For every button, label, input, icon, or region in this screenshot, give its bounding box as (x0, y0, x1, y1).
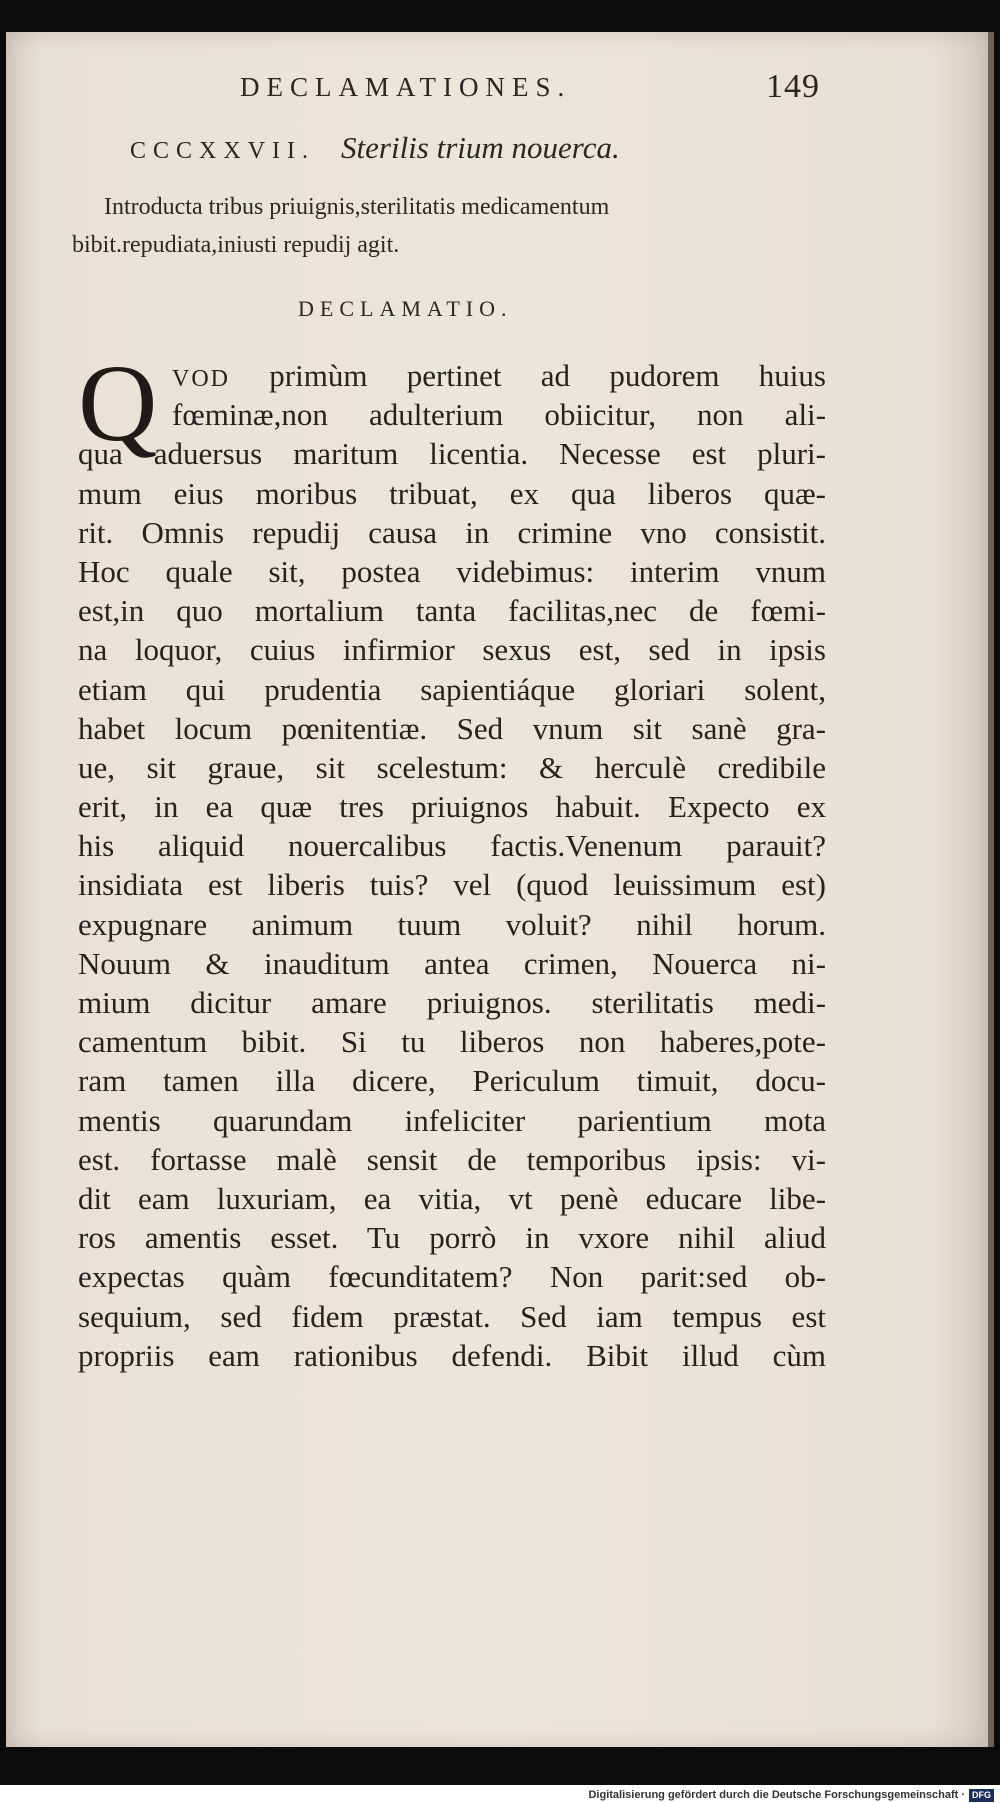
text-line: mentis quarundam infeliciter parientium mota (78, 1102, 826, 1138)
text-line: Nouum & inauditum antea crimen, Nouerca ni- (78, 945, 826, 981)
text-line: rit. Omnis repudij causa in crimine vno consistit. (78, 514, 826, 550)
text-line: est. fortasse malè sensit de temporibus ipsis: vi- (78, 1141, 826, 1177)
declamation-title (130, 130, 850, 170)
text-line: erit, in ea quæ tres priuignos habuit. Expecto ex (78, 789, 826, 825)
page-edge (988, 32, 994, 1747)
text-line: ros amentis esset. Tu porrò in vxore nihil aliud (78, 1220, 826, 1256)
argument-text: Introducta tribus priuignis,sterilitatis medicamentum bibit.repudiata,iniusti repudij agit. (72, 194, 610, 258)
text-line: na loquor, cuius infirmior sexus est, sed in ipsis (78, 632, 826, 668)
text-line: mum eius moribus tribuat, ex qua liberos quæ- (78, 475, 826, 511)
page-number: 149 (766, 68, 820, 105)
text-line: camentum bibit. Si tu liberos non haberes,pote- (78, 1024, 826, 1060)
credit-text: Digitalisierung gefördert durch die Deutsche Forschungsgemeinschaft · (588, 1789, 965, 1801)
text-line: expugnare animum tuum voluit? nihil horum. (78, 906, 826, 942)
text-line: mium dicitur amare priuignos. sterilitatis medi- (78, 985, 826, 1020)
text-line: sequium, sed fidem præstat. Sed iam tempus est (78, 1298, 826, 1334)
text-line: his aliquid nouercalibus factis.Venenum parauit? (78, 828, 826, 864)
declamation-subject: Sterilis trium nouerca. (341, 130, 620, 165)
text-line: expectas quàm fœcunditatem? Non parit:sed ob- (78, 1259, 826, 1295)
body-text (78, 342, 826, 1375)
dfg-logo: DFG (969, 1789, 994, 1802)
drop-cap: Q (78, 342, 158, 464)
text-line: dit eam luxuriam, ea vitia, vt penè educare libe- (78, 1180, 826, 1216)
page-header (240, 68, 820, 112)
text-line: qua aduersus maritum licentia. Necesse est pluri- (78, 436, 826, 472)
running-head: DECLAMATIONES. (240, 72, 572, 102)
section-heading: DECLAMATIO. (298, 296, 513, 321)
text-line: propriis eam rationibus defendi. Bibit illud cùm (78, 1337, 826, 1373)
text-line: habet locum pœnitentiæ. Sed vnum sit sanè gra- (78, 710, 826, 746)
lead-smallcaps: VOD (172, 366, 230, 392)
text-line: insidiata est liberis tuis? vel (quod leuissimum est) (78, 867, 826, 903)
text-line: Hoc quale sit, postea videbimus: interim vnum (78, 553, 826, 589)
text-line: etiam qui prudentia sapientiáque gloriari solent, (78, 671, 826, 707)
text-line: est,in quo mortalium tanta facilitas,nec de fœmi- (78, 593, 826, 629)
text-line: fœminæ,non adulterium obiicitur, non ali- (172, 397, 826, 433)
text-line: VOD primùm pertinet ad pudorem huius (172, 358, 826, 393)
text-line: ram tamen illa dicere, Periculum timuit, docu- (78, 1063, 826, 1099)
text-line: ue, sit graue, sit scelestum: & herculè credibile (78, 749, 826, 785)
declamation-numeral: CCCXXVII. (130, 138, 316, 164)
digitization-credit (588, 1787, 994, 1803)
